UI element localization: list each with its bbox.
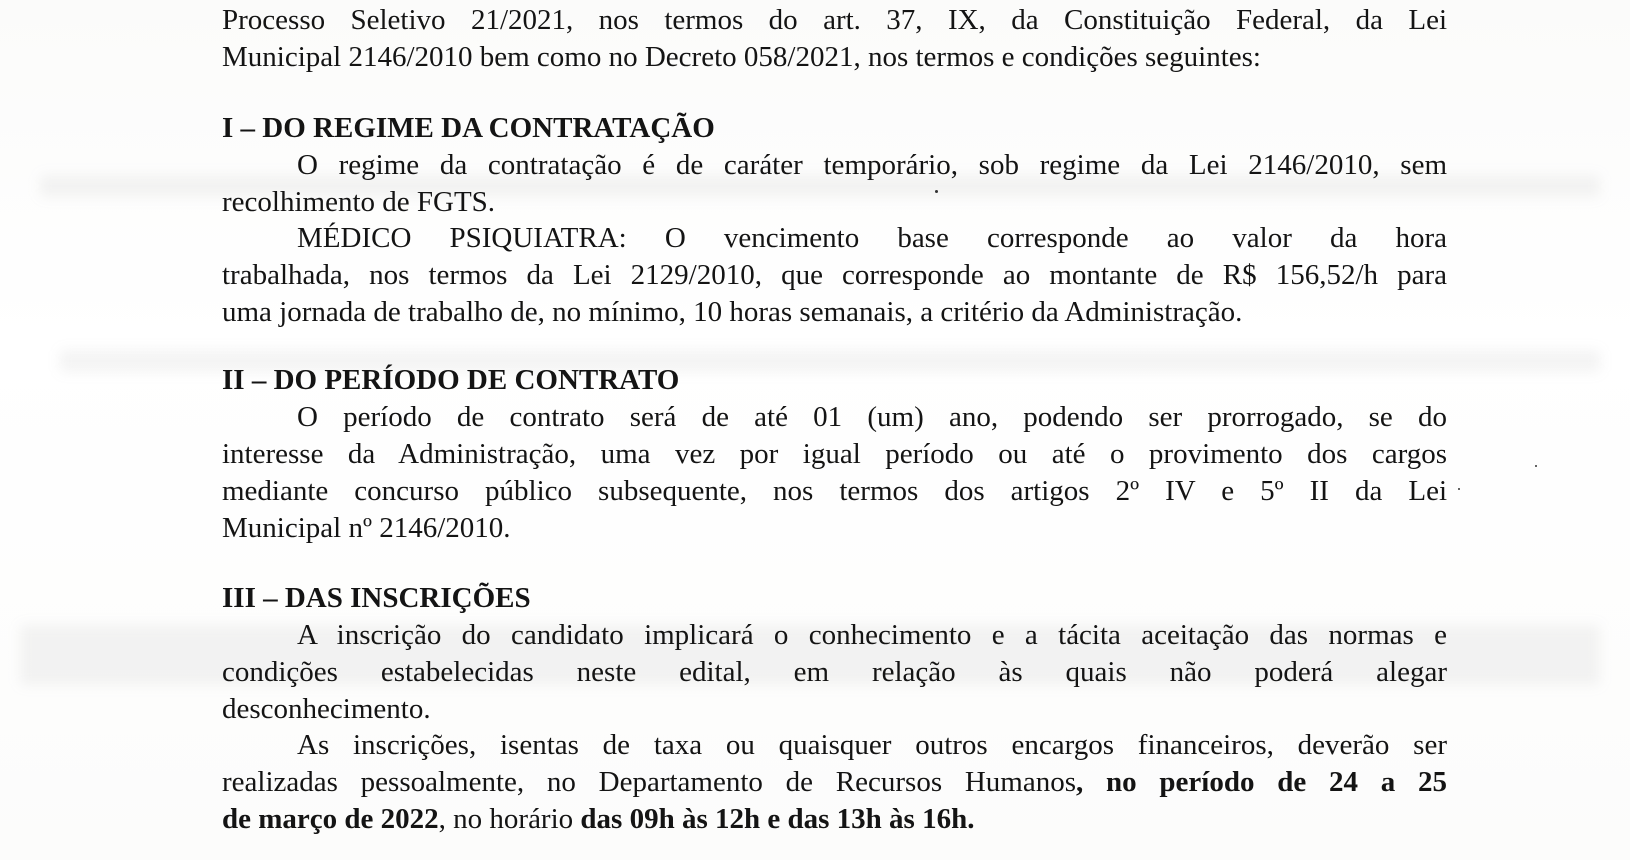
text-line: O período de contrato será de até 01 (um) ano, podendo ser prorrogado, se do (297, 401, 1447, 433)
inscricoes-paragraph-1 (222, 617, 1447, 728)
section-heading-periodo: II – DO PERÍODO DE CONTRATO (222, 364, 680, 396)
scan-speck (1458, 488, 1460, 490)
periodo-paragraph (222, 399, 1447, 547)
text-line: As inscrições, isentas de taxa ou quaisquer outros encargos financeiros, deverão ser (297, 729, 1447, 761)
text-line: O regime da contratação é de caráter temporário, sob regime da Lei 2146/2010, sem (297, 149, 1447, 181)
text-line: desconhecimento. (222, 693, 431, 725)
text-line: mediante concurso público subsequente, nos termos dos artigos 2º IV e 5º II da Lei (222, 475, 1447, 507)
section-heading-regime: I – DO REGIME DA CONTRATAÇÃO (222, 112, 715, 144)
text-line: MÉDICO PSIQUIATRA: O vencimento base corresponde ao valor da hora (297, 222, 1447, 254)
text-line: uma jornada de trabalho de, no mínimo, 10 horas semanais, a critério da Administração. (222, 296, 1243, 328)
text-line: de março de 2022, no horário das 09h às 12h e das 13h às 16h. (222, 803, 975, 835)
regime-paragraph (222, 147, 1447, 221)
text-line: recolhimento de FGTS. (222, 186, 496, 218)
inscricoes-paragraph-2 (222, 727, 1447, 838)
scan-speck (1535, 465, 1537, 467)
text-line: interesse da Administração, uma vez por igual período ou até o provimento dos cargos (222, 438, 1447, 470)
text-line: A inscrição do candidato implicará o conhecimento e a tácita aceitação das normas e (297, 619, 1447, 651)
intro-paragraph (222, 2, 1447, 76)
text-line: condições estabelecidas neste edital, em relação às quais não poderá alegar (222, 656, 1447, 688)
text-line: Municipal nº 2146/2010. (222, 512, 511, 544)
text-line: Processo Seletivo 21/2021, nos termos do art. 37, IX, da Constituição Federal, da Lei (222, 4, 1447, 36)
text-line: realizadas pessoalmente, no Departamento de Recursos Humanos, no período de 24 a 25 (222, 766, 1447, 798)
text-line: trabalhada, nos termos da Lei 2129/2010, que corresponde ao montante de R$ 156,52/h para (222, 259, 1447, 291)
text-line: Municipal 2146/2010 bem como no Decreto 058/2021, nos termos e condições seguintes: (222, 41, 1261, 73)
section-heading-inscricoes: III – DAS INSCRIÇÕES (222, 582, 531, 614)
salary-paragraph (222, 220, 1447, 331)
